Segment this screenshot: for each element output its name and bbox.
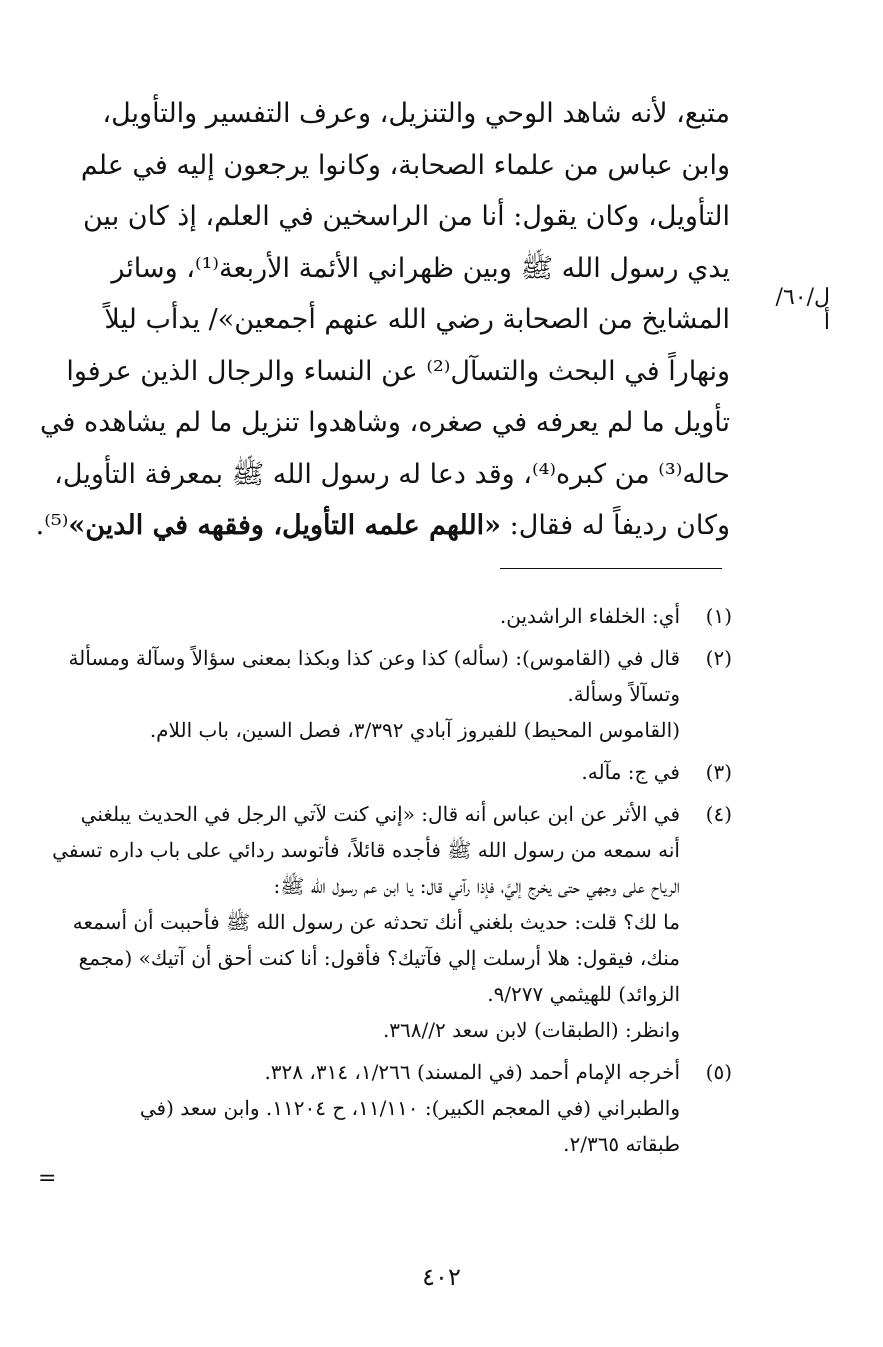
main-text-line: وابن عباس من علماء الصحابة، وكانوا يرجعون إليه في علم (80, 149, 730, 181)
footnote-number: (٥) (705, 1060, 732, 1084)
footnote-line: الرياح على وجهي حتى يخرج إليَّ، فإذا رآني قال: يا ابن عم رسول الله ﷺ: (273, 874, 680, 898)
main-text-line: ونهاراً في البحث والتسآل⁽²⁾ عن النساء والرجال الذين عرفوا (66, 355, 730, 387)
footnote-line: منك، فيقول: هلا أرسلت إلي فآتيك؟ فأقول: أنا كنت أحق أن آتيك» (مجمع (78, 946, 680, 970)
manuscript-folio-reference: ل/٦٠/أ (775, 285, 830, 335)
page-number: ٤٠٢ (422, 1263, 461, 1291)
footnote-3 (50, 754, 732, 790)
footnote-number: (٣) (705, 760, 732, 784)
footnote-line: الزوائد) للهيثمي ٩/٢٧٧. (487, 982, 680, 1006)
main-text-line: تأويل ما لم يعرفه في صغره، وشاهدوا تنزيل ما لم يشاهده في (39, 407, 730, 438)
main-text-line: حاله⁽³⁾ من كبره⁽⁴⁾، وقد دعا له رسول الله ﷺ بمعرفة التأويل، (54, 458, 730, 490)
footnote-line: أنه سمعه من رسول الله ﷺ فأجده قائلاً، فأتوسد ردائي على باب داره تسفي (52, 838, 680, 862)
main-text (35, 88, 730, 552)
footnote-2 (50, 640, 732, 748)
footnote-number: (٤) (705, 802, 732, 826)
footnote-line: أخرجه الإمام أحمد (في المسند) ١/٢٦٦، ٣١٤، ٣٢٨. (264, 1060, 680, 1084)
footnote-number: (٢) (705, 646, 732, 670)
footnote-number: (١) (705, 604, 732, 628)
footnote-line: وتسآلاً وسألة. (567, 682, 680, 706)
main-text-last-prefix: وكان رديفاً له فقال: (501, 510, 730, 541)
main-text-last-line (35, 500, 730, 552)
footnote-separator (500, 568, 722, 569)
footnote-line: في الأثر عن ابن عباس أنه قال: «إني كنت لآتي الرجل في الحديث يبلغني (80, 802, 680, 826)
footnotes (50, 598, 732, 1168)
footnote-line: أي: الخلفاء الراشدين. (499, 604, 680, 628)
footnote-line: قال في (القاموس): (سأله) كذا وعن كذا وبكذا بمعنى سؤالاً وسآلة ومسألة (68, 646, 680, 670)
main-text-line: متبع، لأنه شاهد الوحي والتنزيل، وعرف التفسير والتأويل، (102, 98, 730, 129)
footnote-1 (50, 598, 732, 634)
main-text-last-suffix: ⁽⁵⁾. (35, 510, 69, 541)
footnote-line: في ج: مآله. (581, 760, 680, 784)
main-text-line: يدي رسول الله ﷺ وبين ظهراني الأئمة الأربعة⁽¹⁾، وسائر (111, 252, 730, 284)
footnote-line: وانظر: (الطبقات) لابن سعد ٢//٣٦٨. (382, 1018, 680, 1042)
footnote-line: (القاموس المحيط) للفيروز آبادي ٣/٣٩٢، فصل السين، باب اللام. (149, 718, 680, 742)
footnote-4 (50, 796, 732, 1048)
footnote-5 (50, 1054, 732, 1162)
footnote-line: ما لك؟ قلت: حديث بلغني أنك تحدثه عن رسول الله ﷺ فأحببت أن أسمعه (72, 910, 680, 934)
main-text-line: التأويل، وكان يقول: أنا من الراسخين في العلم، إذ كان بين (83, 201, 730, 232)
main-text-line: المشايخ من الصحابة رضي الله عنهم أجمعين»/ يدأب ليلاً (104, 304, 730, 335)
continuation-mark: = (38, 1166, 57, 1191)
prophetic-supplication-quote: «اللهم علمه التأويل، وفقهه في الدين» (68, 510, 502, 541)
footnote-line: والطبراني (في المعجم الكبير): ١١/١١٠، ح ١١٢٠٤. وابن سعد (في (139, 1096, 680, 1120)
footnote-line: طبقاته ٢/٣٦٥. (563, 1132, 680, 1156)
